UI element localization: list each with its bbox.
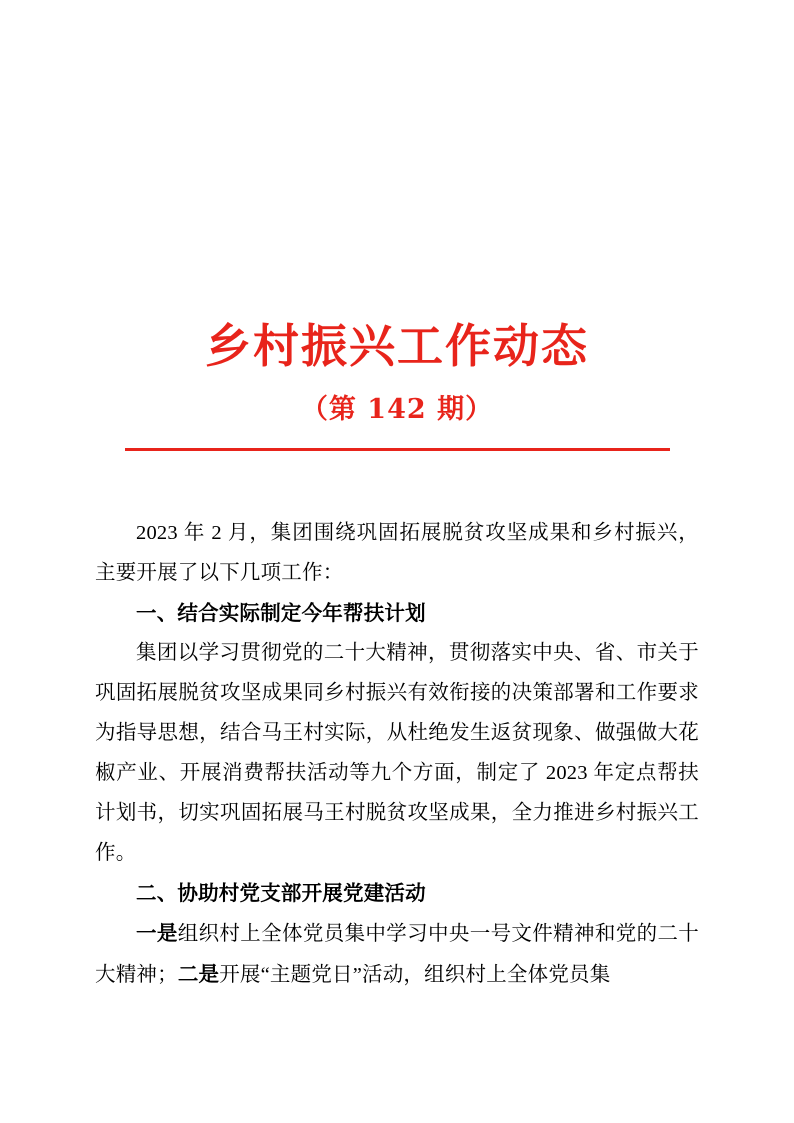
section-2-paragraph <box>95 913 699 995</box>
masthead-divider <box>125 448 670 451</box>
document-title: 乡村振兴工作动态 <box>205 319 589 373</box>
intro-paragraph: 2023 年 2 月，集团围绕巩固拓展脱贫攻坚成果和乡村振兴，主要开展了以下几项工作： <box>95 521 699 584</box>
marker-second: 二是 <box>177 961 220 986</box>
section-1-paragraph: 集团以学习贯彻党的二十大精神，贯彻落实中央、省、市关于巩固拓展脱贫攻坚成果同乡村振兴有效衔接的决策部署和工作要求为指导思想，结合马王村实际，从杜绝发生返贫现象、做强做大花椒产业、开展消费帮扶活动等九个方面，制定了 2023 年定点帮扶计划书，切实巩固拓展马王村脱贫攻坚成果，全力推进乡村振兴工作。 <box>95 641 699 864</box>
section-heading-2: 二、协助村党支部开展党建活动 <box>136 880 426 905</box>
document-body <box>95 513 699 995</box>
marker-first: 一是 <box>136 920 178 945</box>
section-heading-1: 一、结合实际制定今年帮扶计划 <box>136 600 426 625</box>
section-2-text-a: 组织村上全体党员集中学习中央一号文件精神和党的二十大精神； <box>95 922 699 986</box>
section-2-text-b: 开展“主题党日”活动，组织村上全体党员集 <box>219 963 611 986</box>
masthead <box>95 0 699 451</box>
issue-number: （第 142 期） <box>300 393 494 425</box>
